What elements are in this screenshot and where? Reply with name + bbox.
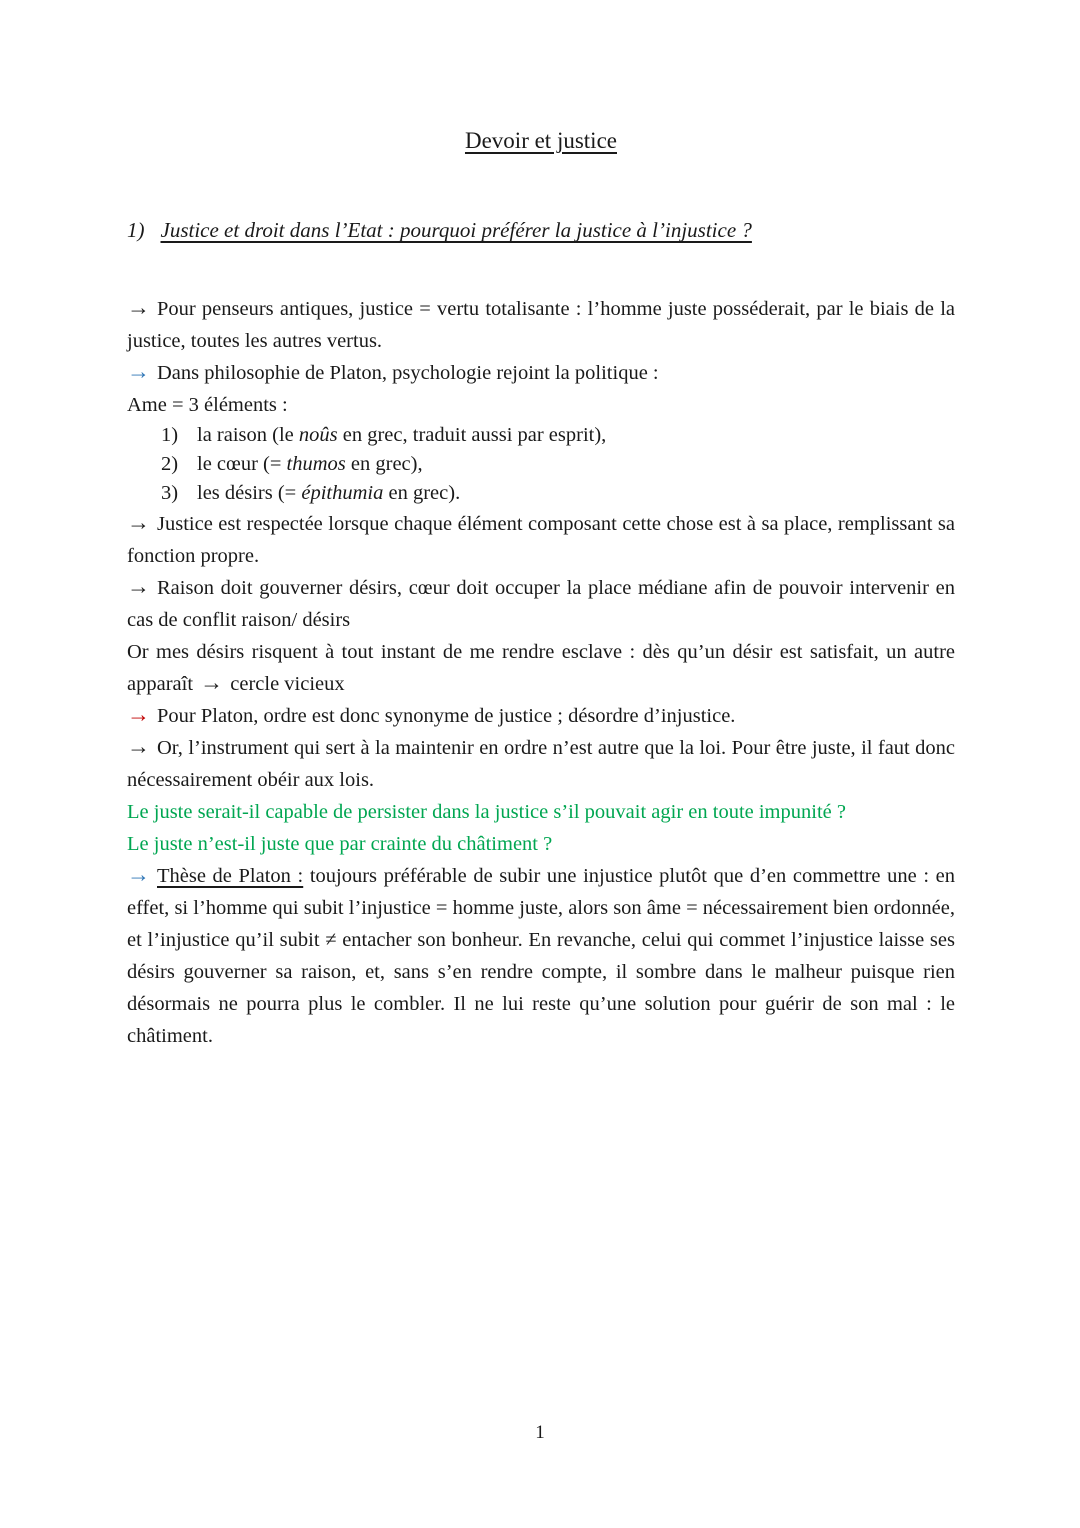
- paragraph-penseurs-antiques: [127, 293, 955, 357]
- arrow-icon: →: [127, 574, 150, 599]
- paragraph-text: Dans philosophie de Platon, psychologie rejoint la politique :: [157, 362, 659, 384]
- paragraph-raison-gouverner: [127, 572, 955, 636]
- arrow-icon: →: [127, 295, 150, 320]
- question-text: Le juste serait-il capable de persister dans la justice s’il pouvait agir en toute impunité ?: [127, 801, 846, 823]
- list-text: le cœur (=: [197, 453, 287, 475]
- greek-term: épithumia: [301, 482, 384, 504]
- paragraph-text: Pour penseurs antiques, justice = vertu totalisante : l’homme juste posséderait, par le biais de la justice, toutes les autres vertus.: [127, 298, 955, 352]
- paragraph-text: toujours préférable de subir une injustice plutôt que d’en commettre une : en effet, si l’homme qui subit l’injustice = homme juste, alors son âme = nécessairement bien ordonnée, et l’injustice qu’il subit ≠ entacher son bonheur. En revanche, celui qui commet l’injustice laisse ses désirs gouverner sa raison, et, sans s’en rendre compte, il sombre dans le malheur puisque rien désormais ne pourra plus le combler. Il ne lui reste qu’une solution pour guérir de son mal : le châtiment.: [127, 865, 955, 1047]
- paragraph-text: Pour Platon, ordre est donc synonyme de justice ; désordre d’injustice.: [157, 705, 736, 727]
- list-text: les désirs (=: [197, 482, 302, 504]
- question-impunite: [127, 796, 955, 828]
- section-heading-text: Justice et droit dans l’Etat : pourquoi préférer la justice à l’injustice ?: [160, 218, 752, 242]
- list-text: en grec, traduit aussi par esprit),: [337, 424, 607, 446]
- arrow-icon: →: [127, 734, 150, 759]
- paragraph-text: Or, l’instrument qui sert à la maintenir en ordre n’est autre que la loi. Pour être juste, il faut donc nécessairement obéir aux lois.: [127, 737, 955, 791]
- paragraph-instrument-loi: [127, 732, 955, 796]
- list-text: en grec),: [345, 453, 423, 475]
- these-lead: Thèse de Platon :: [157, 865, 304, 887]
- paragraph-these-platon: [127, 860, 955, 1052]
- question-chatiment: [127, 828, 955, 860]
- list-text: en grec).: [383, 482, 461, 504]
- paragraph-ordre-justice: [127, 700, 955, 732]
- document-title-text: Devoir et justice: [464, 128, 617, 153]
- paragraph-text: Ame = 3 éléments :: [127, 394, 288, 416]
- paragraph-text: Justice est respectée lorsque chaque élément composant cette chose est à sa place, remplissant sa fonction propre.: [127, 513, 955, 567]
- list-item-coeur: [127, 450, 955, 479]
- paragraph-justice-respectee: [127, 508, 955, 572]
- section-number: 1): [127, 218, 145, 242]
- list-text: la raison (le: [197, 424, 299, 446]
- arrow-icon: →: [127, 510, 150, 535]
- list-item-desirs: [127, 479, 955, 508]
- arrow-icon: →: [127, 702, 150, 727]
- document-title: [127, 128, 955, 154]
- paragraph-ame-elements: [127, 389, 955, 421]
- arrow-icon: →: [127, 359, 150, 384]
- list-number: 2): [161, 453, 179, 475]
- paragraph-text: Or mes désirs risquent à tout instant de me rendre esclave : dès qu’un désir est satisfait, un autre apparaît: [127, 641, 955, 695]
- page-number: 1: [535, 1422, 545, 1443]
- list-number: 1): [161, 424, 179, 446]
- list-item-raison: [127, 421, 955, 450]
- list-number: 3): [161, 482, 179, 504]
- arrow-icon: →: [127, 862, 150, 887]
- question-text: Le juste n’est-il juste que par crainte du châtiment ?: [127, 833, 553, 855]
- section-heading: [127, 218, 955, 243]
- greek-term: noûs: [298, 424, 338, 446]
- paragraph-text: cercle vicieux: [225, 673, 345, 695]
- paragraph-cercle-vicieux: [127, 636, 955, 700]
- paragraph-platon-psychologie: [127, 357, 955, 389]
- paragraph-text: Raison doit gouverner désirs, cœur doit occuper la place médiane afin de pouvoir intervenir en cas de conflit raison/ désirs: [127, 577, 955, 631]
- greek-term: thumos: [286, 453, 346, 475]
- arrow-icon: →: [200, 670, 224, 695]
